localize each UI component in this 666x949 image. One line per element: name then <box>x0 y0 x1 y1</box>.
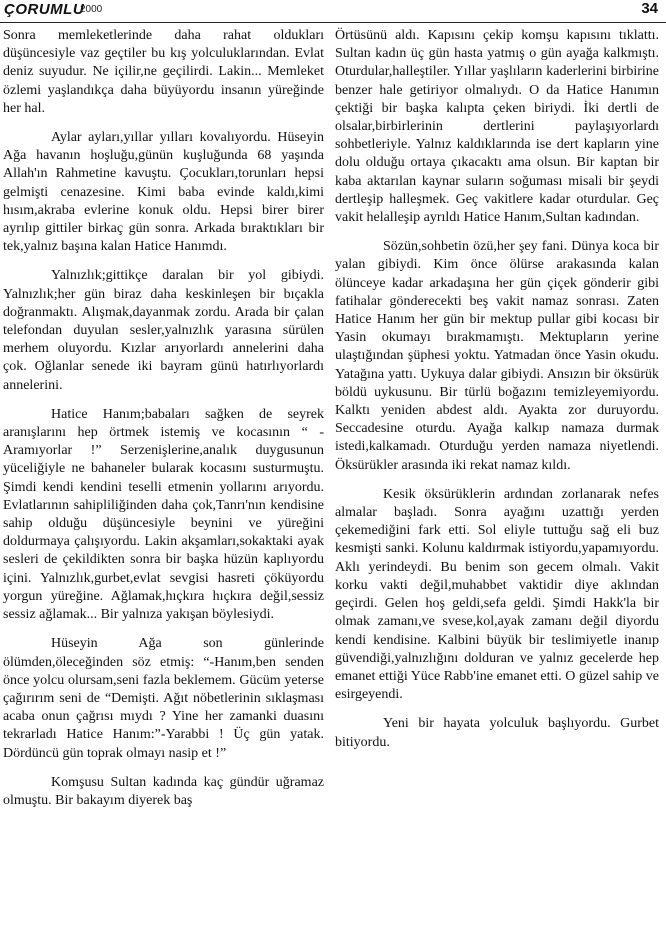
paragraph: Aylar ayları,yıllar yılları kovalıyordu. Hüseyin Ağa havanın hoşluğu,günün kuşluğunda 68 yaşında Allah'ın Rahmetine kavuştu. Çocukları,torunları hepsi gelmişti cenazesine. Kimi baba evinde kaldı,kimi hısım,akraba evlerine konuk oldu. Hepsi birer birer ayrılıp gittiler birkaç gün sonra. Arkada bıraktıkları bir tek,yalnız başına kalan Hatice Hanımdı. <box>3 130 324 255</box>
paragraph: Komşusu Sultan kadında kaç gündür uğramaz olmuştu. Bir bakayım diyerek baş <box>3 774 324 808</box>
right-column <box>335 27 659 945</box>
publication-logo: ÇORUMLU <box>4 1 85 18</box>
paragraph: Sonra memleketlerinde daha rahat oldukları düşüncesiyle vaz geçtiler bu kış yolculuklarından. Evlat deniz suyudur. Ne içilir,ne geçilirdi. Lakin... Memleket özlemi yaşlandıkça daha büyüyordu insanın yüreğinde her hal. <box>3 28 324 116</box>
page-header <box>0 0 666 23</box>
page-number: 34 <box>641 0 658 17</box>
paragraph: Yalnızlık;gittikçe daralan bir yol gibiydi. Yalnızlık;her gün biraz daha keskinleşen bir bıçakla doğranmaktı. Alışmak,dayanmak zordu. Arada bir çalan telefondan duyulan sesler,yalnızlık yarasına sürülen merhem oluyordu. Kızlar arıyorlardı annelerini daha çok. Oğlanlar senede iki bayram günü hatırlıyorlardı annelerini. <box>3 268 324 393</box>
paragraph: Örtüsünü aldı. Kapısını çekip komşu kapısını tıklattı. Sultan kadın üç gün hasta yatmış o gün ayağa kalkmıştı. Oturdular,halleştiler. Yıllar yaşlıların kaderlerini birbirine benzer hale getiriyor olmalıydı. O da Hatice Hanımın çektiği bir başka kalıpta çeken biriydi. İki dertli de olsalar,birbirlerinin dertlerini paylaşıyorlardı sohbetleriyle. Yalnız kaldıklarında ise dert kapların yine dolu olduğu ortaya çıkacaktı ama olsun. Bir kaptan bir kaba aktarılan kaynar suların soğuması misali bir şeydi dertleşip halleşmek. Geç vakitlere kadar oturdular. Geç vakit helalleşip ayrıldı Hatice Hanım,Sultan kadından. <box>335 28 659 226</box>
paragraph: Hüseyin Ağa son günlerinde ölümden,öleceğinden söz etmiş: “-Hanım,ben senden önce yolcu olursam,seni fazla beklemem. Gücüm yeterse çağırırım seni de “Demişti. Ağıt nöbetlerinin sıklaşması acaba onun çağrısı mıydı ? Yine her zamanki duasını tekrarladı Hatice Hanım:”-Yarabbi ! Üç gün yatak. Dördüncü gün toprak olmayı nasip et !” <box>3 636 324 761</box>
paragraph: Sözün,sohbetin özü,her şey fani. Dünya koca bir yalan gibiydi. Kim önce ölürse arakasında kalan ölünceye kadar arkadaşına her gün çiçek gönderir gibi fatihalar gönderecekti beş vakit namaz sonrası. Zaten Hatice Hanım her gün bir mektup pullar gibi kocası bir Yasin okumayı bırakmamıştı. Mektupların yerine ulaştığından şüphesi yoktu. Yatmadan önce Yasin okudu. Yatağına yattı. Uykuya dalar gibiydi. Ansızın bir öksürük böldü uykusunu. Bir türlü boğazını temizleyemiyordu. Kalktı yeniden abdest aldı. Ayakta zor duruyordu. Seccadesine oturdu. Ayağa kalkıp namaza durmak istedi,kalkamadı. Oturduğu yerden namaza niyetlendi. Öksürükler arasında iki rekat namaz kıldı. <box>335 239 659 473</box>
paragraph: Yeni bir hayata yolculuk başlıyordu. Gurbet bitiyordu. <box>335 716 659 750</box>
publication-year: 2000 <box>80 4 103 15</box>
paragraph: Kesik öksürüklerin ardından zorlanarak nefes almalar başladı. Sonra ayağını uzattığı yerden çekemediğini fark etti. Sol eliyle tuttuğu sağ eli buz kesmişti sanki. Kolunu kaldırmak istiyordu,yapamıyordu. Aklı yerindeydi. Bu benim son gecem olmalı. Vakit korku vakti değil,muhabbet vaktidir diye aklından geçirdi. Gelen hoş geldi,sefa geldi. Şimdi Hakk'la bir olmak zamanı,ve svese,kol,ayak zamanı değil diyordu kendi kendisine. Kalbini büyük bir teslimiyetle inanıp güvendiği,yalnızlığını dolduran ve yalnız gecelerde hep emanet ettiği Yüce Rabb'ine emanet etti. O güzel sahip ve esirgeyendi. <box>335 486 659 703</box>
paragraph: Hatice Hanım;babaları sağken de seyrek aranışlarını hep örtmek istemiş ve kocasının “ - Aramıyorlar !” Serzenişlerine,analık duygusunun yüceliğiyle ne bahaneler bularak kocasını susturmuştu. Şimdi kendi kendini teselli etmenin yollarını arıyordu. Evlatlarının sahipliliğinden daha çok,Tanrı'nın kendisine sahip olduğu düşüncesiyle beynini ve yüreğini doldurmaya çalışıyordu. Lakin akşamları,sokaktaki ayak sesleri de çekildikten sonra bir başka hüzün kaplıyordu içini. Yalnızlık,gurbet,evlat sevgisi hasreti çöküyordu yorgun yüreğine. Ağlamak,hıçkıra hıçkıra değil,sessiz sessiz ağlamak... Bir yalnıza yakışan böylesiydi. <box>3 406 324 623</box>
left-column <box>3 27 324 945</box>
